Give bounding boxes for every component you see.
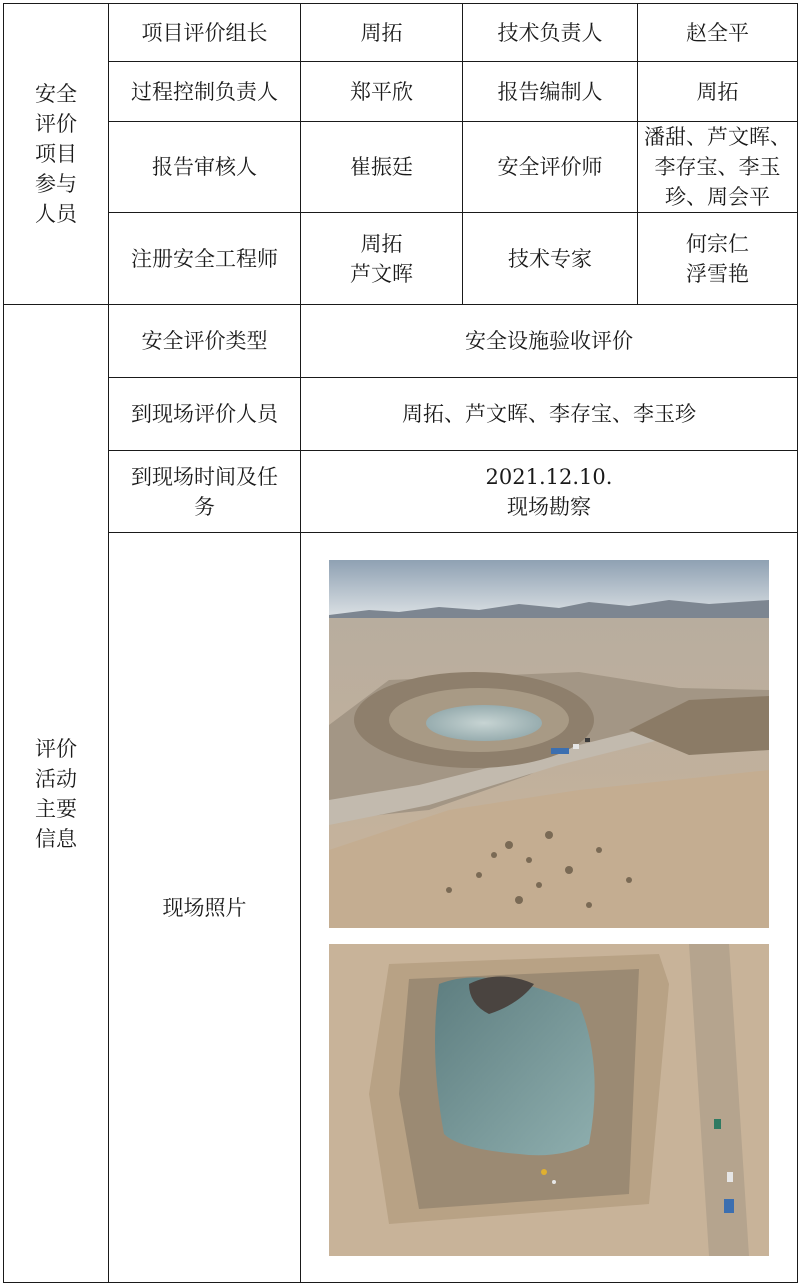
table-row <box>4 451 798 533</box>
onsite-time-value: 2021.12.10. 现场勘察 <box>301 451 798 533</box>
safety-assessor-value: 潘甜、芦文晖、 李存宝、李玉 珍、周会平 <box>638 122 798 213</box>
site-photo-aerial-oblique <box>329 560 769 928</box>
site-photo-aerial-topdown <box>329 944 769 1256</box>
table-row <box>4 122 798 213</box>
onsite-staff-value: 周拓、芦文晖、李存宝、李玉珍 <box>301 378 798 451</box>
table-row <box>4 533 798 1283</box>
activity-section-label: 评价 活动 主要 信息 <box>4 305 109 1283</box>
evaluation-type-label: 安全评价类型 <box>109 305 301 378</box>
table-row <box>4 305 798 378</box>
participants-section-label: 安全 评价 项目 参与 人员 <box>4 4 109 305</box>
report-author-label: 报告编制人 <box>463 62 638 122</box>
table-row <box>4 62 798 122</box>
process-control-label: 过程控制负责人 <box>109 62 301 122</box>
report-author-value: 周拓 <box>638 62 798 122</box>
evaluation-type-value: 安全设施验收评价 <box>301 305 798 378</box>
project-leader-value: 周拓 <box>301 4 463 62</box>
registered-engineer-value: 周拓 芦文晖 <box>301 213 463 305</box>
technical-expert-value: 何宗仁 浮雪艳 <box>638 213 798 305</box>
table-row <box>4 378 798 451</box>
technical-expert-label: 技术专家 <box>463 213 638 305</box>
report-reviewer-label: 报告审核人 <box>109 122 301 213</box>
process-control-value: 郑平欣 <box>301 62 463 122</box>
table-row <box>4 213 798 305</box>
table-row <box>4 4 798 62</box>
registered-engineer-label: 注册安全工程师 <box>109 213 301 305</box>
onsite-staff-label: 到现场评价人员 <box>109 378 301 451</box>
technical-lead-label: 技术负责人 <box>463 4 638 62</box>
onsite-time-label: 到现场时间及任 务 <box>109 451 301 533</box>
technical-lead-value: 赵全平 <box>638 4 798 62</box>
site-photos-cell <box>301 533 798 1283</box>
site-photos-label: 现场照片 <box>109 533 301 1283</box>
evaluation-info-table <box>3 3 798 1283</box>
project-leader-label: 项目评价组长 <box>109 4 301 62</box>
safety-assessor-label: 安全评价师 <box>463 122 638 213</box>
report-reviewer-value: 崔振廷 <box>301 122 463 213</box>
